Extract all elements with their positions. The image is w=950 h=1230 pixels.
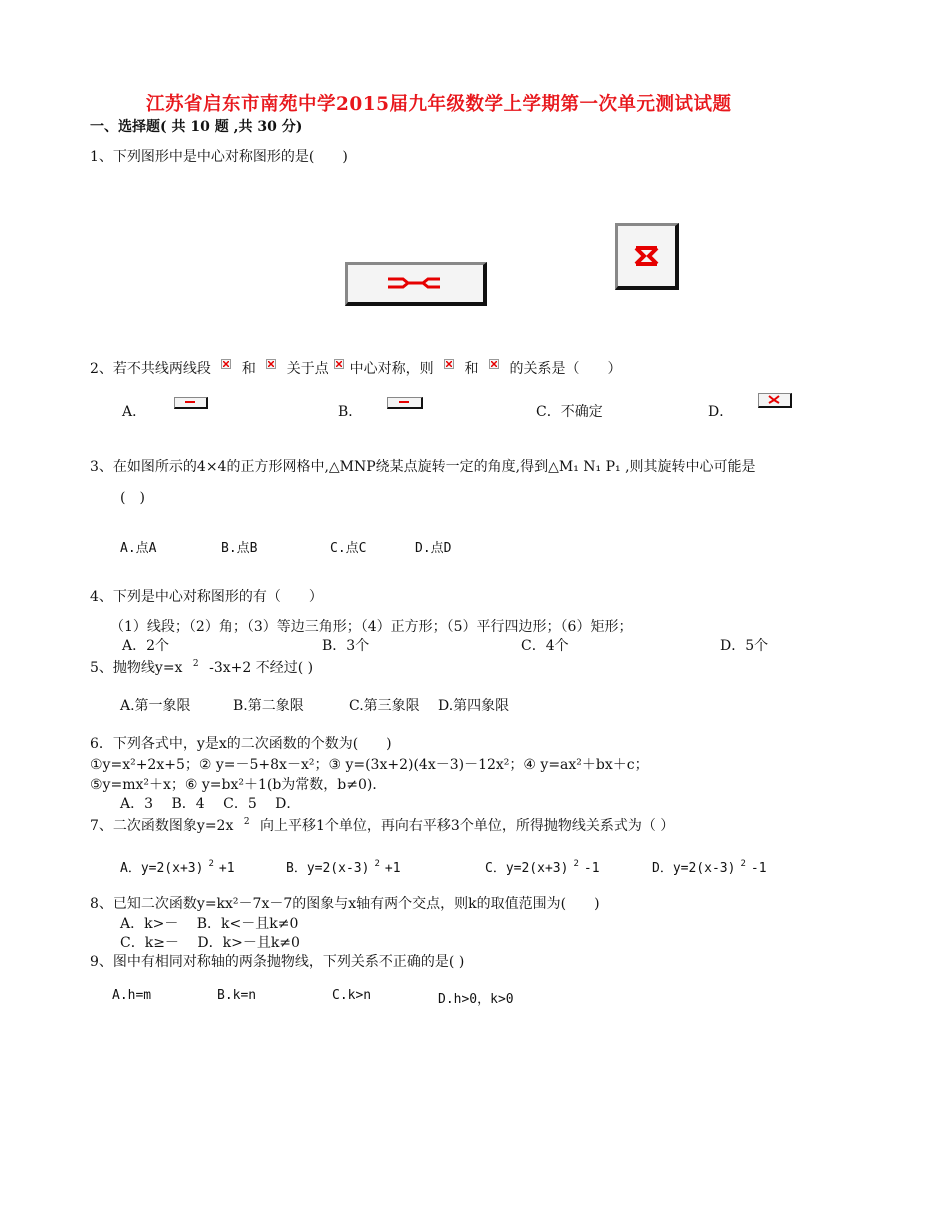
q3-option-c: C.点C	[330, 541, 367, 556]
question-4: 4、下列是中心对称图形的有（ ）	[90, 589, 323, 605]
q7-option-b-tail: +1	[384, 861, 401, 876]
q2-option-b: B．	[338, 404, 363, 420]
q7-option-b-sup: 2	[374, 859, 380, 869]
q3-option-b: B.点B	[221, 541, 258, 556]
question-8: 8、已知二次函数y=kx²－7x－7的图象与x轴有两个交点，则k的取值范围为( )	[90, 896, 600, 912]
q7-option-a-label: A．y=2(x+3)	[120, 861, 204, 876]
broken-image-icon	[334, 359, 344, 369]
broken-image-icon	[489, 359, 499, 369]
q7-option-a-tail: +1	[218, 861, 235, 876]
section-heading: 一、选择题( 共 10 题 ,共 30 分)	[90, 119, 303, 135]
broken-image-icon	[758, 393, 792, 408]
question-1: 1、下列图形中是中心对称图形的是( )	[90, 149, 348, 165]
q7-option-d	[652, 857, 767, 876]
broken-image-icon	[174, 397, 208, 409]
q2-text-3: 关于点	[286, 361, 329, 377]
broken-image-icon	[266, 359, 276, 369]
question-2	[90, 358, 621, 378]
q5-option-a: A.第一象限	[120, 698, 191, 714]
q7-option-c-label: C．y=2(x+3)	[485, 861, 569, 876]
q2-option-d: D．	[708, 404, 734, 420]
q5-text-pre: 5、抛物线y=x	[90, 660, 183, 676]
q2-text-5: 和	[464, 361, 479, 377]
q9-option-d: D.h>0，k>0	[438, 992, 514, 1007]
q5-option-b: B.第二象限	[233, 698, 304, 714]
q4-option-a: A．2个	[122, 638, 170, 654]
q3-option-d: D.点D	[415, 541, 452, 556]
q4-option-b: B．3个	[322, 638, 370, 654]
q7-option-b-label: B．y=2(x-3)	[286, 861, 370, 876]
q2-text-6: 的关系是（ ）	[509, 361, 622, 377]
question-3-paren: ( )	[120, 490, 145, 506]
broken-image-icon	[444, 359, 454, 369]
broken-image-icon	[221, 359, 231, 369]
q9-option-a: A.h=m	[112, 988, 152, 1003]
question-6-line-1: ①y=x²+2x+5；② y=－5+8x－x²；③ y=(3x+2)(4x－3)－12x²；④ y=ax²＋bx＋c；	[90, 757, 649, 773]
q5-option-d: D.第四象限	[438, 698, 510, 714]
q7-option-b	[286, 857, 401, 876]
q7-option-c-tail: -1	[583, 861, 600, 876]
q4-option-c: C．4个	[521, 638, 569, 654]
page-title: 江苏省启东市南苑中学2015届九年级数学上学期第一次单元测试试题	[146, 94, 732, 115]
q7-option-a-sup: 2	[208, 859, 214, 869]
broken-image-icon	[615, 223, 679, 290]
question-8-options-2: C．k≥－ D．k>－且k≠0	[120, 935, 300, 951]
q2-text-2: 和	[241, 361, 256, 377]
q7-option-a	[120, 857, 235, 876]
q5-text-post: -3x+2 不经过( )	[209, 660, 314, 676]
question-6: 6．下列各式中，y是x的二次函数的个数为( )	[90, 736, 392, 752]
question-4-items: （1）线段；（2）角；（3）等边三角形；（4）正方形；（5）平行四边形；（6）矩形；	[110, 619, 633, 635]
q9-option-b: B.k=n	[217, 988, 257, 1003]
q2-option-c: C．不确定	[536, 404, 603, 420]
question-5	[90, 657, 313, 677]
q7-option-d-label: D．y=2(x-3)	[652, 861, 736, 876]
q5-superscript: 2	[192, 659, 199, 669]
q7-text-post: 向上平移1个单位，再向右平移3个单位，所得抛物线关系式为（ ）	[260, 818, 675, 834]
q3-option-a: A.点A	[120, 541, 157, 556]
broken-image-icon	[387, 397, 423, 409]
question-6-line-2: ⑤y=mx²＋x；⑥ y=bx²＋1(b为常数，b≠0)．	[90, 777, 387, 793]
question-9: 9、图中有相同对称轴的两条抛物线，下列关系不正确的是( )	[90, 954, 465, 970]
q7-option-d-sup: 2	[740, 859, 746, 869]
q7-option-c	[485, 857, 600, 876]
q5-option-c: C.第三象限	[349, 698, 420, 714]
q4-option-d: D．5个	[720, 638, 769, 654]
q2-text-4: 中心对称，则	[349, 361, 434, 377]
question-7	[90, 815, 674, 835]
q9-option-c: C.k>n	[332, 988, 372, 1003]
q2-text-1: 2、若不共线两线段	[90, 361, 211, 377]
broken-image-icon	[345, 262, 487, 306]
question-3: 3、在如图所示的4×4的正方形网格中,△MNP绕某点旋转一定的角度,得到△M₁ N₁ P₁ ,则其旋转中心可能是	[90, 459, 756, 475]
q7-superscript: 2	[243, 817, 250, 827]
q7-option-c-sup: 2	[573, 859, 579, 869]
q2-option-a: A．	[122, 404, 147, 420]
question-8-options-1: A．k>－ B．k<－且k≠0	[120, 916, 299, 932]
question-6-options: A．3 B．4 C．5 D．	[120, 796, 301, 812]
q7-option-d-tail: -1	[750, 861, 767, 876]
q7-text-pre: 7、二次函数图象y=2x	[90, 818, 234, 834]
